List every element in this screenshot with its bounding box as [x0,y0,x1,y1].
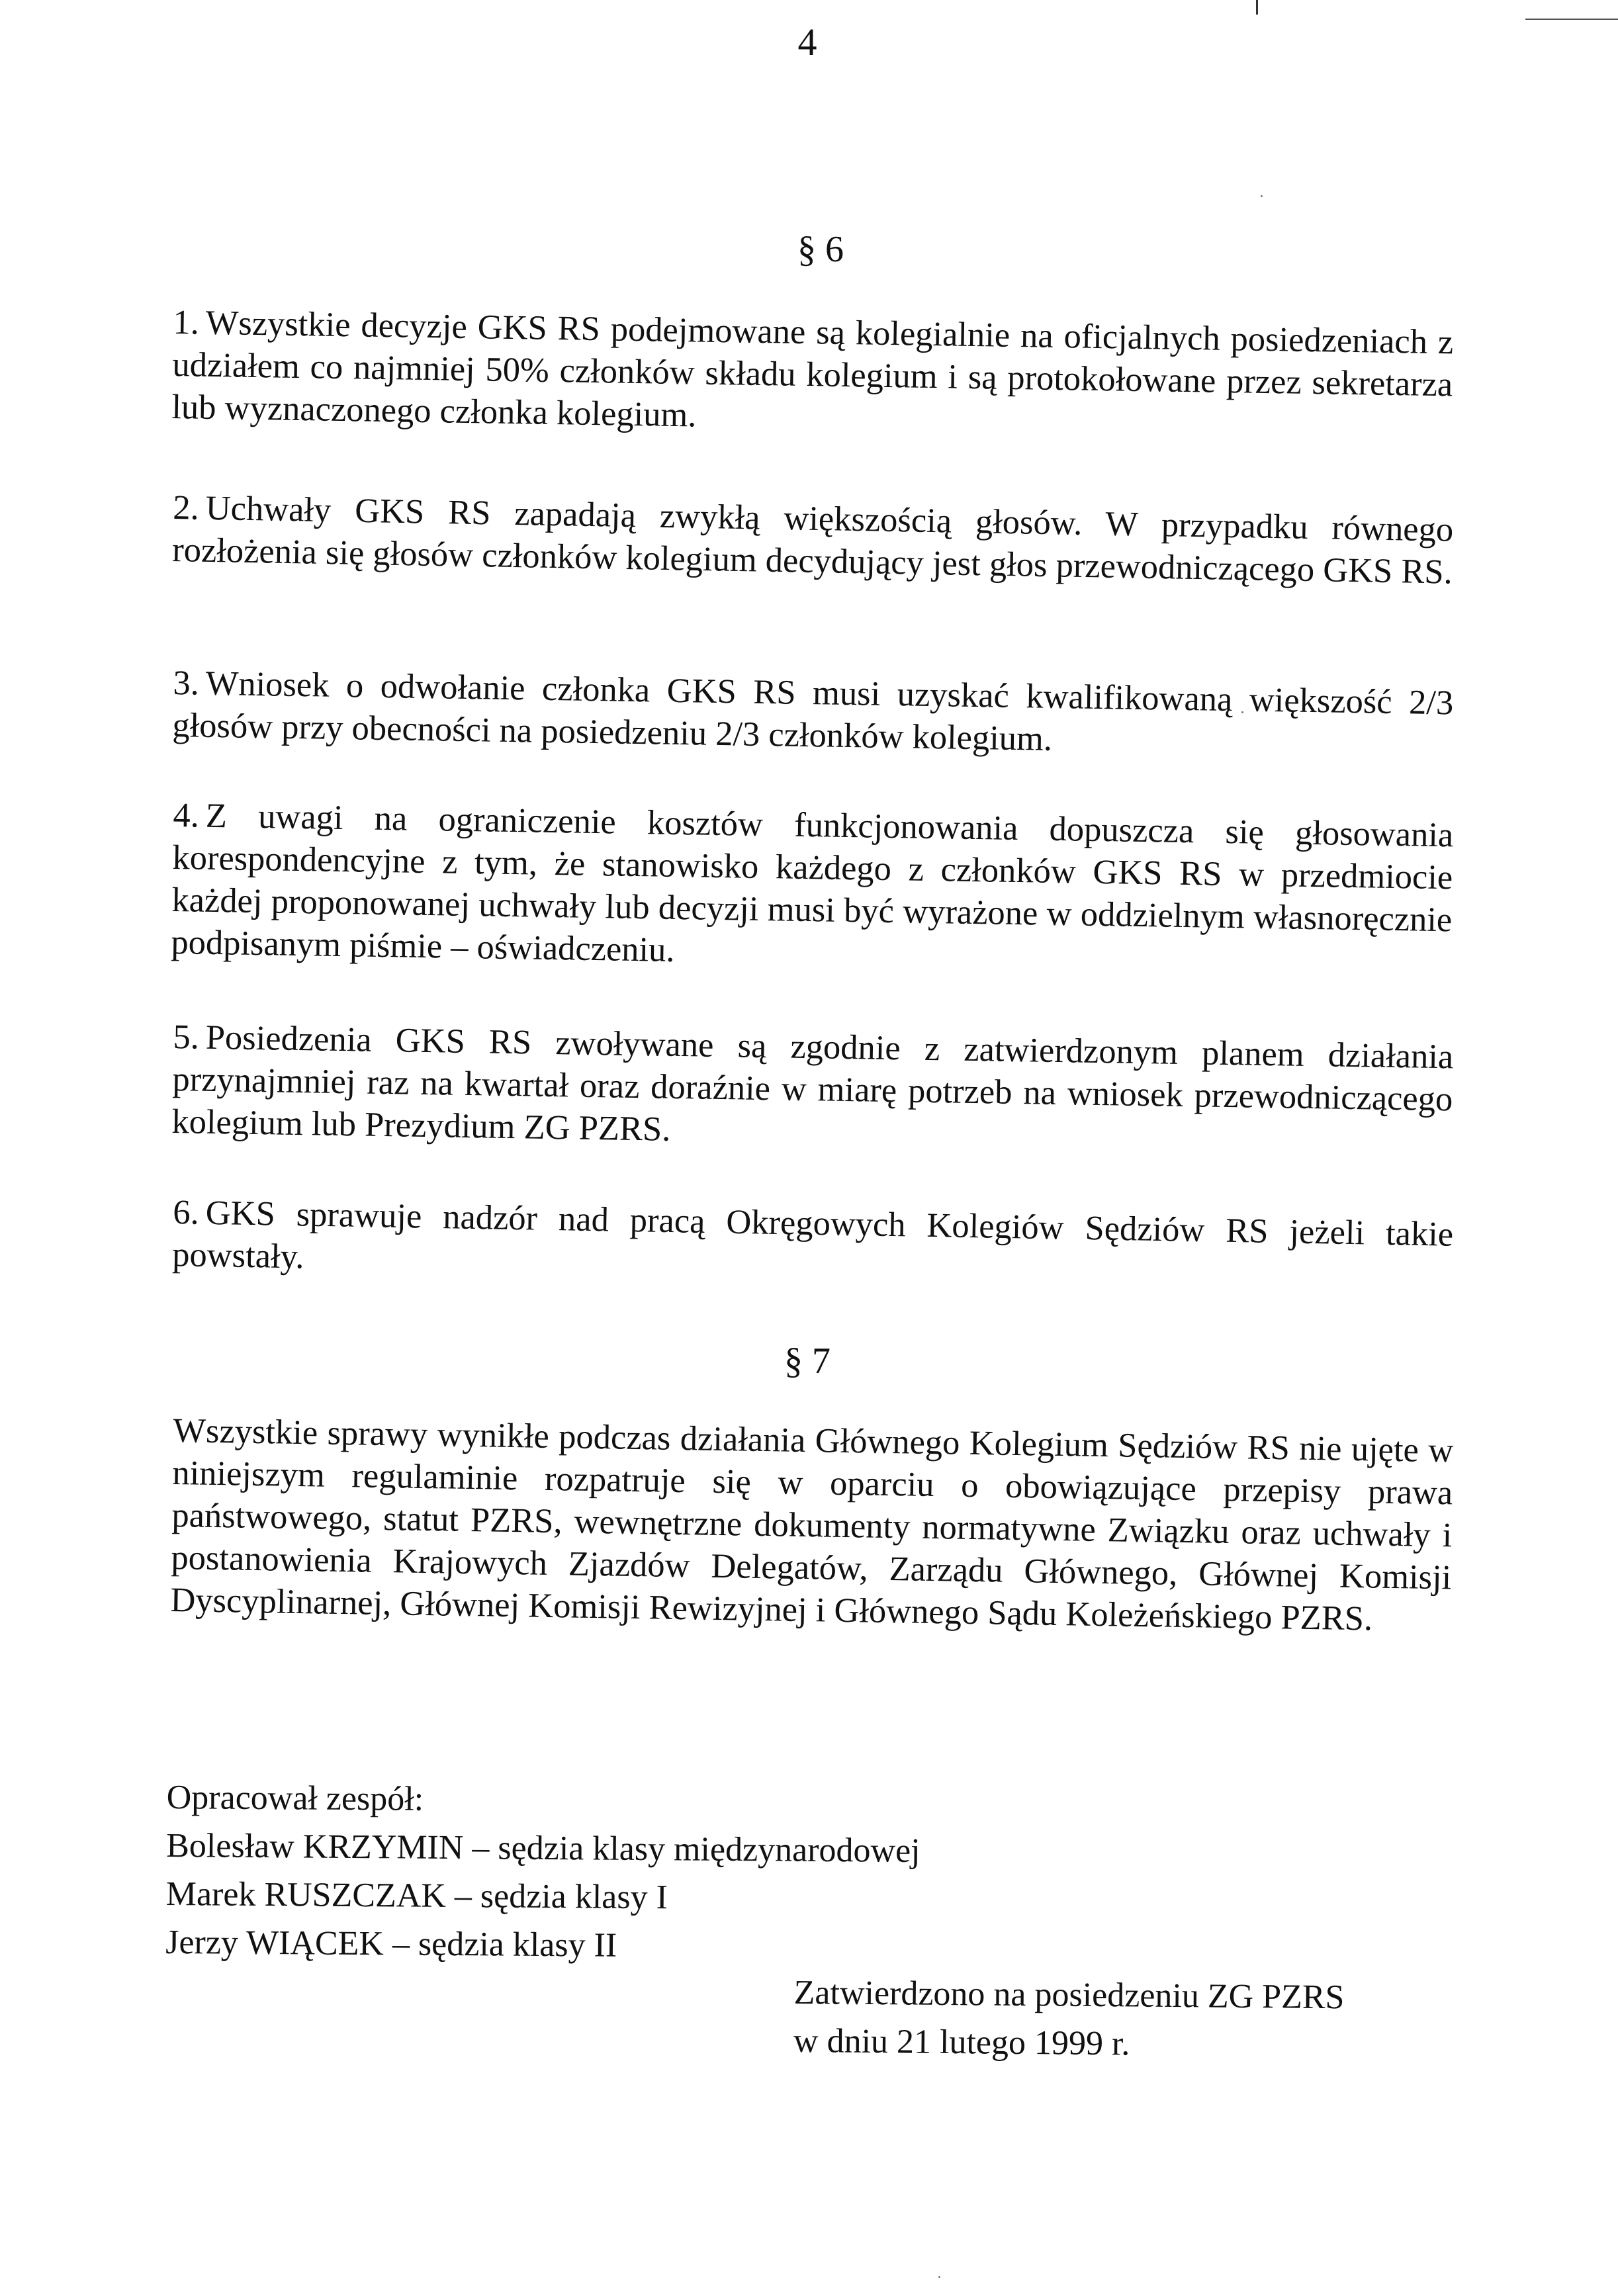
approval-block [793,1968,1345,2070]
page-number: 4 [797,21,817,64]
paragraph-number: 6. [172,1192,200,1232]
section-6-paragraph-3 [172,662,1454,766]
paragraph-text: Uchwały GKS RS zapadają zwykłą większością głosów. W przypadku równego rozłożenia się głosów członków kolegium decydujący jest głos przewodniczącego GKS RS. [171,488,1454,592]
scan-speck [1261,195,1263,197]
paragraph-number: 1. [173,302,200,342]
scan-edge-mark [1525,19,1618,20]
paragraph-text: Wszystkie sprawy wynikłe podczas działania Głównego Kolegium Sędziów RS nie ujęte w niniejszym regulaminie rozpatruje się w oparciu o obowiązujące przepisy prawa państwowego, statut PZRS, wewnętrzne dokumenty normatywne Związku oraz uchwały i postanowienia Krajowych Zjazdów Delegatów, Zarządu Głównego, Głównej Komisji Dyscyplinarnej, Głównej Komisji Rewizyjnej i Głównego Sądu Koleżeńskiego PZRS. [170,1411,1454,1638]
paragraph-number: 5. [173,1017,200,1057]
paragraph-text: Wszystkie decyzje GKS RS podejmowane są kolegialnie na oficjalnych posiedzeniach z udziałem co najmniej 50% członków składu kolegium i są protokołowane przez sekretarza lub wyznaczonego członka kolegium. [171,303,1454,435]
team-block [165,1773,921,1972]
paragraph-text: Z uwagi na ograniczenie kosztów funkcjonowania dopuszcza się głosowania korespondencyjne z tym, że stanowisko każdego z członków GKS RS w przedmiocie każdej proponowanej uchwały lub decyzji musi być wyrażone w oddzielnym własnoręcznie podpisanym piśmie – oświadczeniu. [171,796,1454,969]
team-member: Bolesław KRZYMIN – sędzia klasy międzynarodowej [166,1826,921,1870]
section-6-paragraph-4 [171,794,1454,983]
section-6-paragraph-2 [172,486,1454,594]
section-7-paragraph [170,1409,1454,1641]
section-7-heading: § 7 [784,1341,831,1382]
section-6-paragraph-6 [172,1191,1454,1298]
section-6-heading: § 6 [797,229,844,270]
team-member: Marek RUSZCZAK – sędzia klasy I [165,1875,668,1917]
section-6-paragraph-1 [171,301,1454,448]
section-6-paragraph-5 [171,1016,1454,1163]
approval-line-2: w dniu 21 lutego 1999 r. [793,2021,1130,2063]
scan-tick-mark [1256,0,1258,15]
team-member: Jerzy WIĄCEK – sędzia klasy II [165,1923,617,1965]
paragraph-text: GKS sprawuje nadzór nad pracą Okręgowych Kolegiów Sędziów RS jeżeli takie powstały. [171,1193,1454,1276]
paragraph-text: Posiedzenia GKS RS zwoływane są zgodnie z zatwierdzonym planem działania przynajmniej raz na kwartał oraz doraźnie w miarę potrzeb na wniosek przewodniczącego kolegium lub Prezydium ZG PZRS. [171,1018,1454,1149]
paragraph-text: Wniosek o odwołanie członka GKS RS musi uzyskać kwalifikowaną większość 2/3 głosów przy obecności na posiedzeniu 2/3 członków kolegium. [172,664,1454,758]
scan-speck [938,2276,940,2278]
paragraph-number: 3. [173,663,200,703]
approval-line-1: Zatwierdzono na posiedzeniu ZG PZRS [793,1973,1345,2017]
paragraph-number: 2. [172,488,200,527]
paragraph-number: 4. [173,795,200,835]
team-label: Opracował zespół: [166,1778,424,1818]
